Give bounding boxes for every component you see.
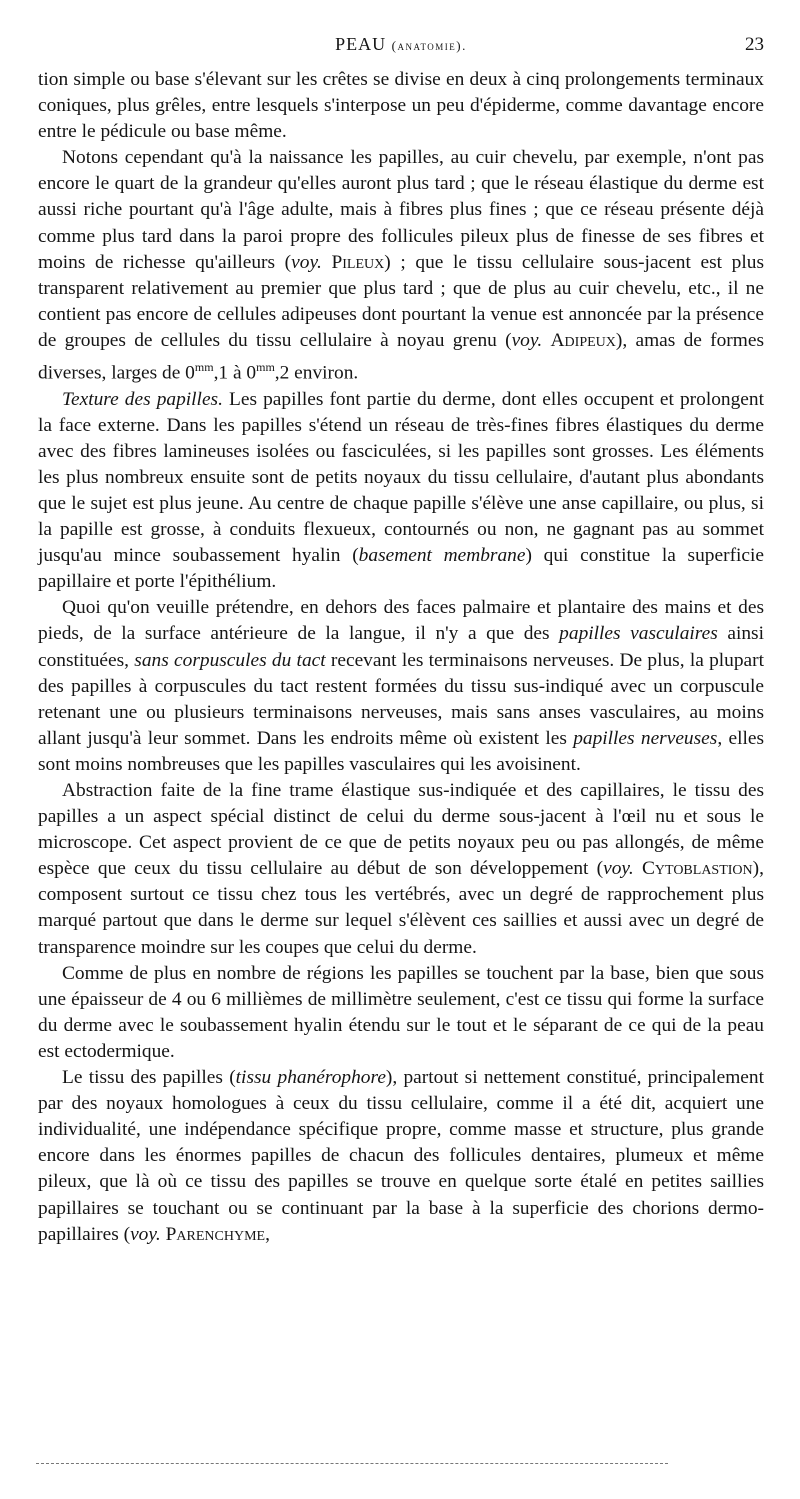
italic-text: voy.	[130, 1223, 161, 1245]
italic-text: papilles vasculaires	[559, 623, 718, 645]
text-run: recevant les terminaisons nerveuses. De plus, la plupart des papilles à corpuscules du tact restent formées du tissu sus-indiqué avec un corpuscule retenant une ou plusieurs terminaisons nerveuses, mais sans anses vasculaires, au moins allant jusqu'à leur sommet. Dans les endroits même où existent les	[38, 649, 765, 749]
text-run	[542, 330, 550, 351]
cross-reference: Parenchyme	[165, 1223, 266, 1245]
running-title	[38, 34, 764, 55]
text-run: ) ; que le tissu cellulaire sous-jacent est plus transparent relativement au premier que plus tard ; que de plus au cuir chevelu, etc., il ne contient pas encore de cellules adipeuses dont pourtant la venue est annoncée par la présence de groupes de cellules du tissu cellulaire à noyau grenu (	[38, 251, 764, 351]
text-run: ), composent surtout ce tissu chez tous les vertébrés, avec un degré de rapprochement plus marqué partout que dans le derme sur lequel s'élèvent ces saillies et aussi avec un degré de transparence moindre sur les coupes que celui du derme.	[38, 858, 764, 958]
text-run: ainsi constituées,	[38, 623, 764, 671]
text-run	[634, 858, 642, 879]
unit-superscript: mm	[194, 360, 214, 375]
italic-text: voy.	[291, 251, 322, 273]
text-run: Quoi qu'on veuille prétendre, en dehors des faces palmaire et plantaire des mains et des pieds, de la surface antérieure de la langue, il n'y a que des	[38, 597, 764, 645]
paragraph	[38, 67, 764, 145]
text-run: ,2 environ.	[274, 362, 359, 384]
running-header	[38, 34, 764, 60]
text-run: ), amas de formes diverses, larges de 0	[38, 329, 764, 384]
paragraph	[38, 1065, 764, 1248]
paragraph	[38, 387, 764, 596]
paragraph	[38, 961, 764, 1065]
text-run: ), partout si nettement constitué, principalement par des noyaux homologues à ceux du tissu cellulaire, comme il a été dit, acquiert une individualité, une indépendance spécifique propre, comme masse et structure, plus grande encore dans les énormes papilles de chacun des follicules dentaires, plumeux et même pileux, que là où ce tissu des papilles se trouve en quelque sorte étalé en petites saillies papillaires se touchant ou se continuant par la base à la superficie des chorions dermo-papillaires (	[38, 1067, 764, 1245]
text-run: Le tissu des papilles (	[62, 1067, 236, 1089]
running-title-main: PEAU	[335, 34, 387, 54]
unit-superscript: mm	[256, 360, 275, 375]
italic-text: voy.	[603, 858, 634, 880]
text-run: Notons cependant qu'à la naissance les papilles, au cuir chevelu, par exemple, n'ont pas encore le quart de la grandeur qu'elles auront plus tard ; que le réseau élastique du derme est aussi riche pourtant qu'à l'âge adulte, mais à fibres plus fines ; que ce réseau présente déjà comme plus tard dans la paroi propre des follicules pileux plus de finesse de ses fibres et moins de richesse qu'ailleurs (	[38, 147, 764, 273]
body-text	[38, 67, 764, 1248]
text-run: Abstraction faite de la fine trame élastique sus-indiquée et des capillaires, le tissu des papilles a un aspect spécial distinct de celui du derme sous-jacent à l'œil nu et sous le microscope. Cet aspect provient de ce que de petits noyaux peu ou pas allongés, de même espèce que ceux du tissu cellulaire au début de son développement (	[38, 780, 764, 880]
cross-reference: Pileux	[331, 251, 385, 273]
text-run: ) qui constitue la superficie papillaire et porte l'épithélium.	[38, 545, 765, 593]
text-run: ,	[265, 1223, 270, 1245]
text-run: tion simple ou base s'élevant sur les crêtes se divise en deux à cinq prolongements terminaux coniques, plus grêles, entre lesquels s'interpose un peu d'épiderme, comme davantage encore entre le pédicule ou base même.	[38, 69, 764, 143]
text-run: Les papilles font partie du derme, dont elles occupent et prolongent la face externe. Dans les papilles s'étend un réseau de très-fines fibres élastiques du derme avec des fibres lamineuses isolées ou fasciculées, si les papilles sont grosses. Les éléments les plus nombreux ensuite sont de petits noyaux du tissu cellulaire, d'autant plus abondants que le sujet est plus jeune. Au centre de chaque papille s'élève une anse capillaire, ou plus, si la papille est grosse, à conduits flexueux, contournés ou non, ne gagnant pas au sommet jusqu'au mince soubassement hyalin (	[38, 388, 764, 567]
paragraph	[38, 595, 764, 778]
running-title-sub: (anatomie).	[391, 38, 467, 53]
italic-text: tissu phanérophore	[235, 1067, 386, 1089]
italic-text: papilles nerveuses	[573, 727, 718, 749]
cross-reference: Cytoblastion	[641, 858, 753, 880]
paragraph	[38, 145, 764, 386]
text-run: Comme de plus en nombre de régions les papilles se touchent par la base, bien que sous une épaisseur de 4 ou 6 millièmes de millimètre seulement, c'est ce tissu qui forme la surface du derme avec le soubassement hyalin étendu sur le tout et le séparant de ce qui de la peau est ectodermique.	[38, 962, 764, 1062]
paragraph	[38, 778, 764, 961]
italic-text: Texture des papilles.	[62, 388, 223, 410]
footer-rule	[36, 1463, 668, 1464]
text-run: ,1 à 0	[213, 362, 257, 384]
italic-text: basement membrane	[358, 545, 526, 567]
text-run: , elles sont moins nombreuses que les papilles vasculaires qui les avoisinent.	[38, 727, 764, 775]
page-number: 23	[745, 34, 764, 55]
italic-text: voy.	[511, 329, 543, 351]
italic-text: sans corpuscules du tact	[134, 649, 326, 671]
cross-reference: Adipeux	[550, 329, 616, 351]
